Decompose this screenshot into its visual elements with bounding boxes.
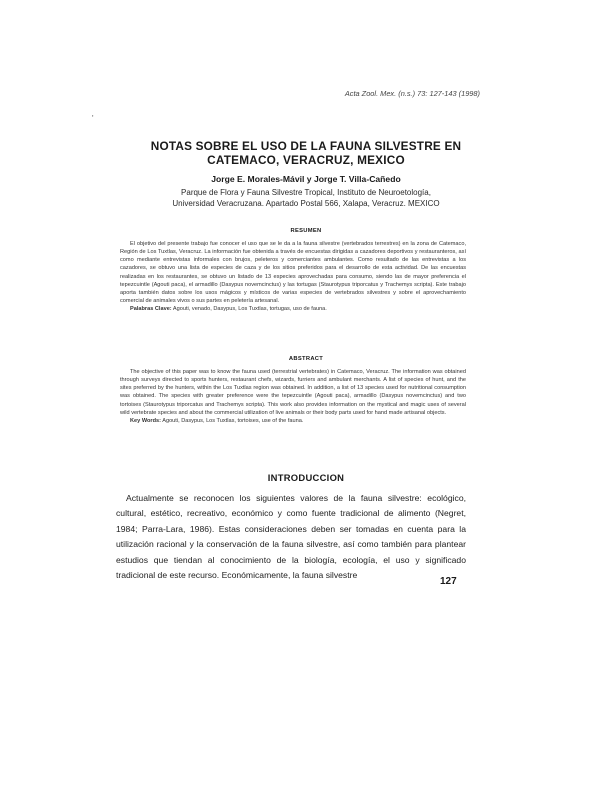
journal-reference: Acta Zool. Mex. (n.s.) 73: 127-143 (1998)	[344, 89, 480, 98]
abstract-heading: ABSTRACT	[288, 356, 324, 362]
resumen-block	[120, 240, 466, 313]
stray-mark: '	[92, 114, 94, 123]
resumen-keywords-label: Palabras Clave:	[130, 306, 172, 313]
affiliation-line-2: Universidad Veracruzana. Apartado Postal 566, Xalapa, Veracruz. MEXICO	[172, 199, 440, 208]
resumen-keywords-text: Agouti, venado, Dasypus, Los Tuxtlas, tortugas, uso de fauna.	[172, 306, 327, 313]
resumen-heading: RESUMEN	[290, 228, 322, 234]
authors: Jorge E. Morales-Mávil y Jorge T. Villa-Cañedo	[211, 174, 401, 184]
abstract-block	[120, 368, 466, 425]
abstract-keywords	[120, 417, 466, 425]
abstract-keywords-text: Agouti, Dasypus, Los Tuxtlas, tortoises, use of the fauna.	[162, 417, 304, 424]
title-line-1: NOTAS SOBRE EL USO DE LA FAUNA SILVESTRE EN	[150, 139, 462, 153]
affiliation-line-1: Parque de Flora y Fauna Silvestre Tropical, Instituto de Neuroetología,	[181, 188, 431, 197]
introduccion-paragraph: Actualmente se reconocen los siguientes valores de la fauna silvestre: ecológico, cultural, estético, recreativo, económico y como fuente tradicional de alimento (Negret, 1984; Parra-Lara, 1986). Estas consideraciones deben ser tomadas en cuenta para la utilización racional y la conservación de la fauna silvestre, así como también para plantear estudios que tiendan al conocimiento de la biología, ecología, el uso y significado tradicional de este recurso. Económicamente, la fauna silvestre	[116, 493, 466, 581]
page-number: 127	[440, 576, 457, 587]
abstract-text: The objective of this paper was to know the fauna used (terrestrial vertebrates) in Catemaco, Veracruz. The information was obtained through surveys directed to sports hunters, restaurant chefs, wizards, furriers and ambulant merchants. A list of species of hunt, and the sites preferred by the hunters, within the Los Tuxtlas region was obtained. In addition, a list of 13 species used for nutritional consumption was obtained. The species with greater preference were the tepezcuintle (Agouti paca), armadillo (Dasypus novemcinctus) and two tortoises (Staurotypus triporcatus and Trachemys scripta). This work also provides information on the mystical and magic uses of several wild vertebrate species and about the commercial utilization of live animals or their body parts used for hand made artisanal objects.	[120, 369, 466, 416]
resumen-text: El objetivo del presente trabajo fue conocer el uso que se le da a la fauna silvestre (vertebrados terrestres) en la zona de Catemaco, Región de Los Tuxtlas, Veracruz. La información fue obtenida a través de encuestas dirigidas a cazadores deportivos y restauranteros, así como mediante entrevistas informales con brujos, peleteros y comerciantes ambulantes. Como resultado de las entrevistas a los cazadores, se obtuvo una lista de especies de caza y de los sitios preferidos para el desarrollo de esta actividad. De las encuestas realizadas en los restaurantes, se obtuvo un listado de 13 especies aprovechadas para consumo, siendo las de mayor preferencia el tepezcuintle (Agouti paca), el armadillo (Dasypus novemcinctus) y las tortugas (Staurotypus triporcatus y Trachemys scripta). Este trabajo aporta también datos sobre los usos mágicos y místicos de varias especies de vertebrados silvestres y sobre el aprovechamiento comercial de animales vivos o sus partes en peletería artesanal.	[120, 241, 466, 305]
abstract-keywords-label: Key Words:	[130, 417, 161, 424]
title-line-2: CATEMACO, VERACRUZ, MEXICO	[207, 153, 405, 167]
introduccion-heading: INTRODUCCION	[267, 472, 345, 483]
introduccion-body	[116, 491, 466, 583]
resumen-keywords	[120, 305, 466, 313]
